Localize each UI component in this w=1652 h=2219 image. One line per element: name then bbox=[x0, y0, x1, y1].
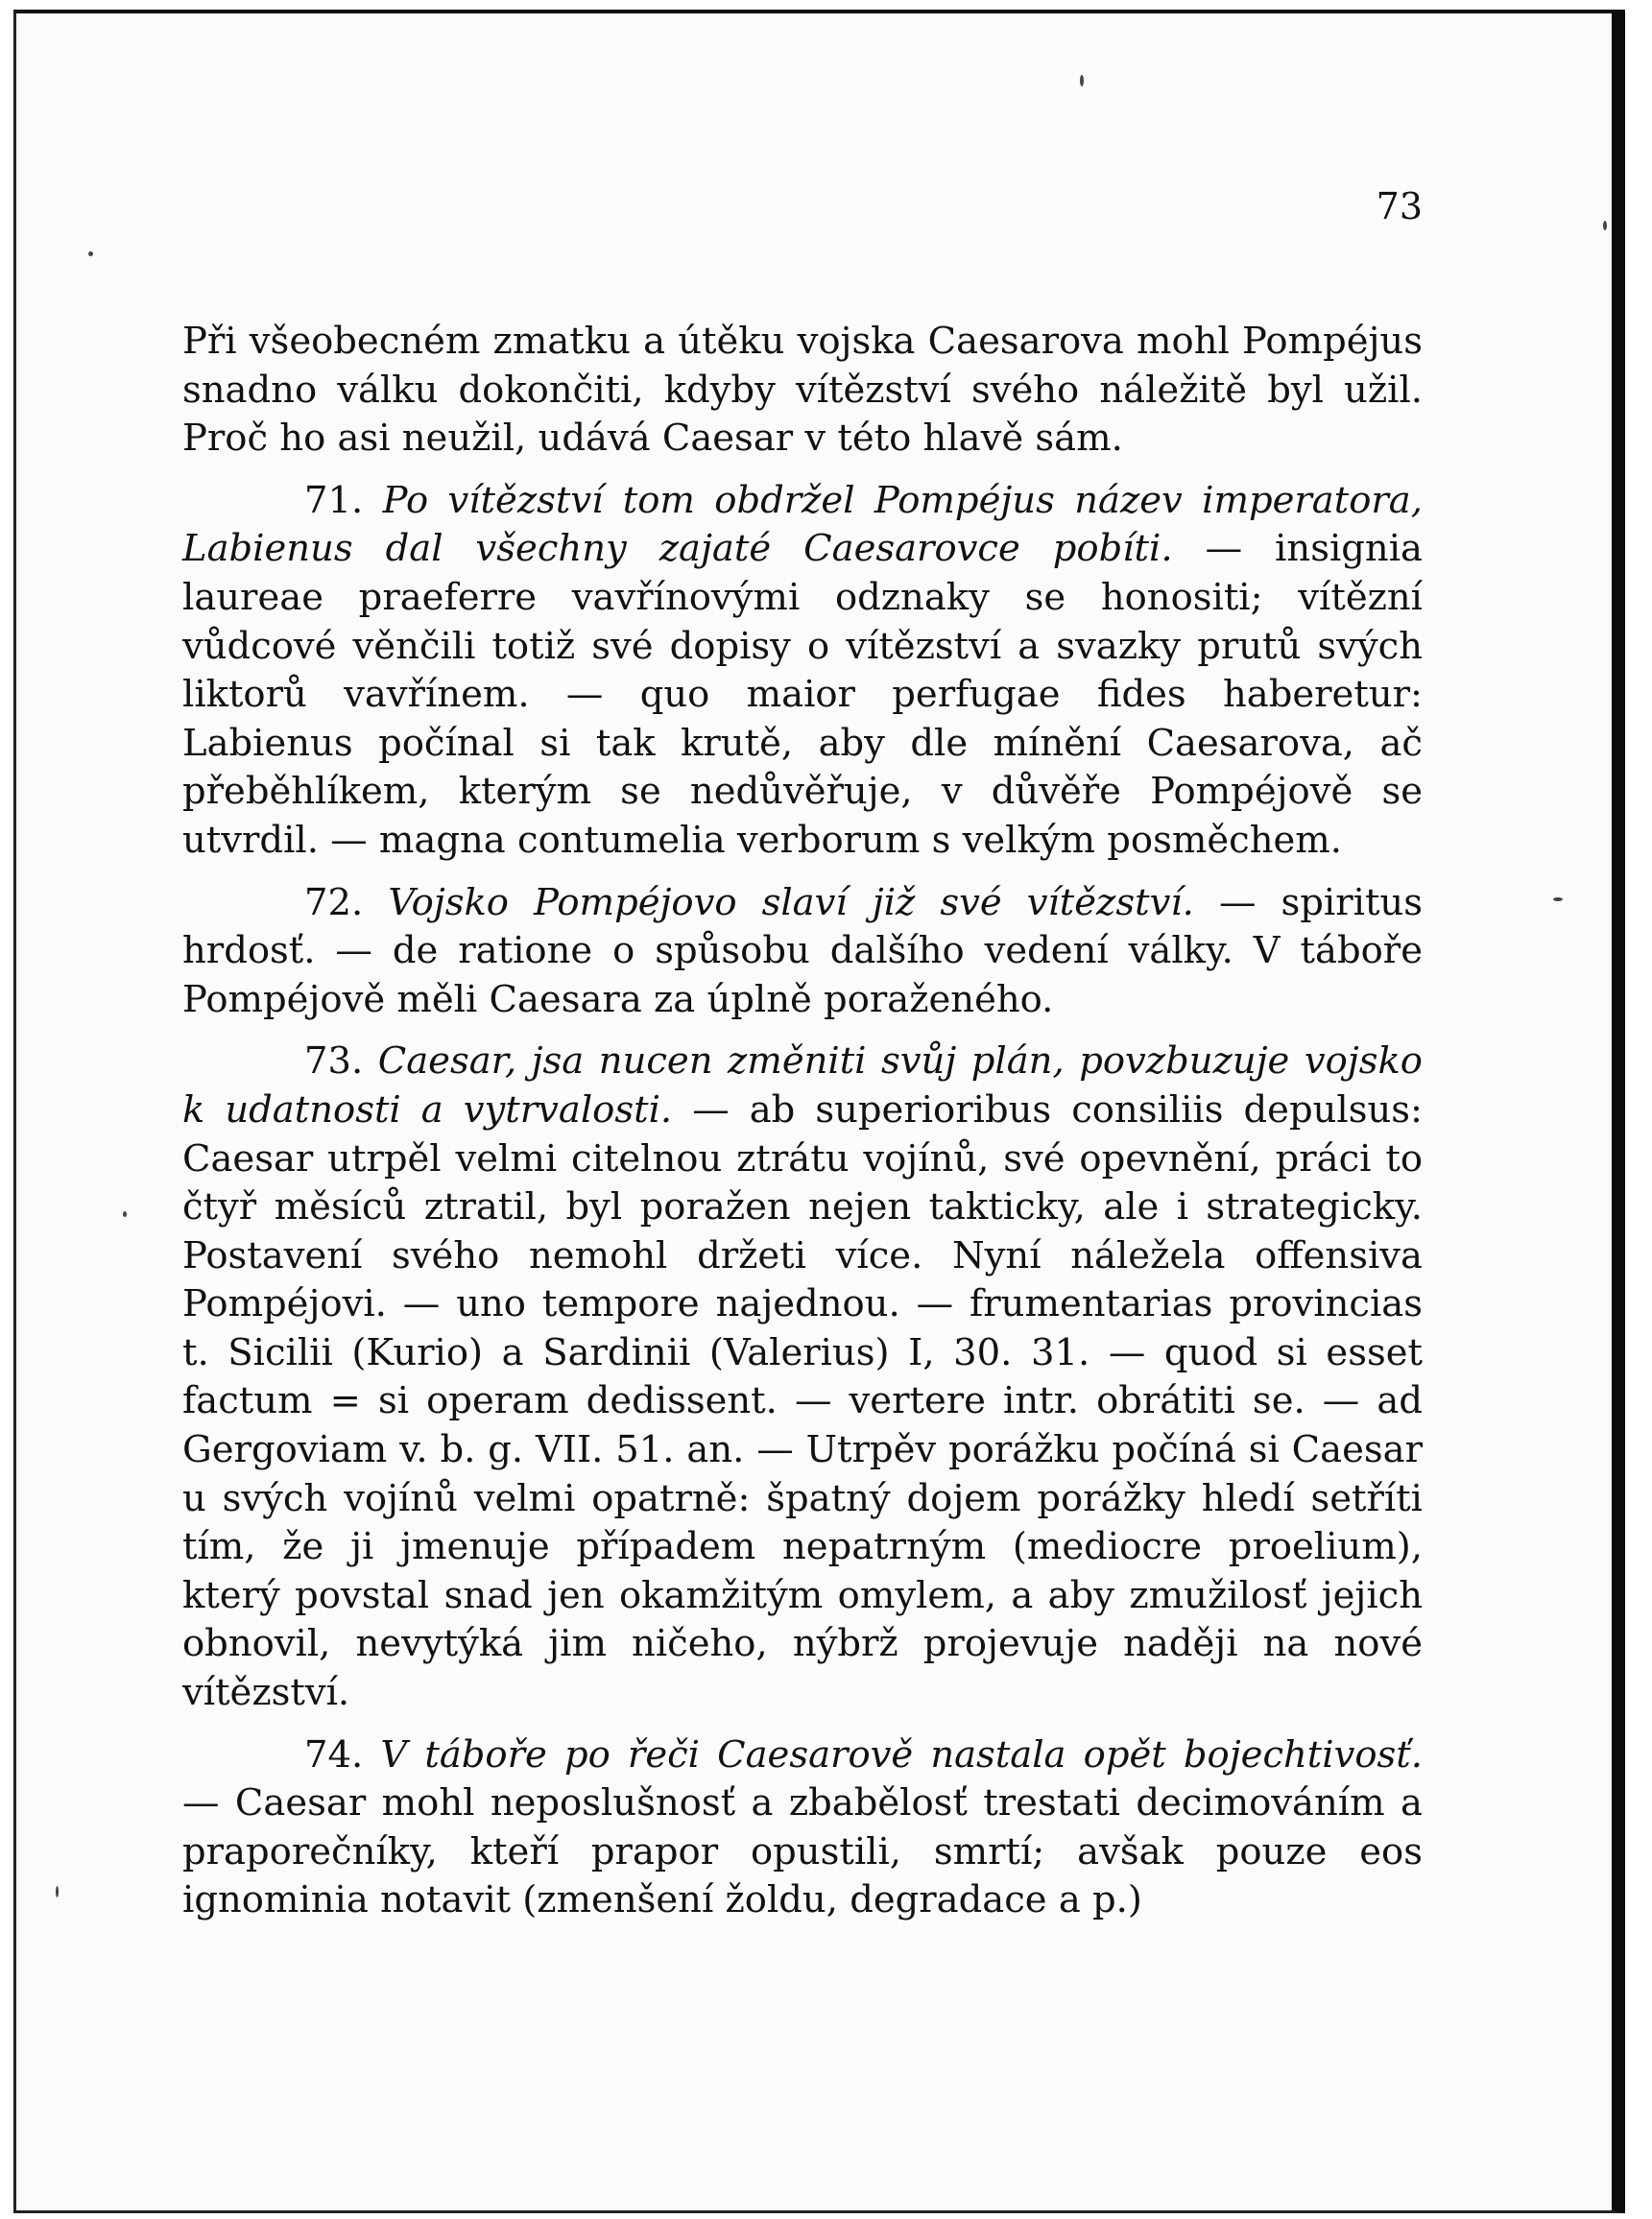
section-number: 71. bbox=[304, 478, 364, 522]
book-page bbox=[182, 182, 1423, 1939]
section-summary: Po vítězství tom obdržel Pompéjus název imperatora, Labienus dal všechny zajaté Caesarovce pobíti. bbox=[182, 478, 1423, 571]
section-commentary: — insignia laureae praeferre vavřínovými odznaky se honositi; vítězní vůdcové věnčili totiž své dopisy o vítězství a svazky prutů svých liktorů vavřínem. — quo maior perfugae fides haberetur: Labienus počínal si tak krutě, aby dle mínění Caesarova, ač přeběhlíkem, kterým se nedůvěřuje, v důvěře Pompéjově se utvrdil. — magna contumelia verborum s velkým posměchem. bbox=[182, 527, 1423, 862]
section-commentary: — Caesar mohl neposlušnosť a zbabělosť trestati decimováním a praporečníky, kteří prapor opustili, smrtí; avšak pouze eos ignominia notavit (zmenšení žoldu, degradace a p.) bbox=[182, 1781, 1423, 1922]
scan-speck bbox=[1603, 221, 1607, 230]
section-commentary: — ab superioribus consiliis depulsus: Caesar utrpěl velmi citelnou ztrátu vojínů, své opevnění, práci to čtyř měsíců ztratil, byl poražen nejen takticky, ale i strategicky. Postavení svého nemohl držeti více. Nyní náležela offensiva Pompéjovi. — uno tempore najednou. — frumentarias provincias t. Sicilii (Kurio) a Sardinii (Valerius) I, 30. 31. — quod si esset factum = si operam dedissent. — vertere intr. obrátiti se. — ad Gergoviam v. b. g. VII. 51. an. — Utrpěv porážku počíná si Caesar u svých vojínů velmi opatrně: špatný dojem porážky hledí setříti tím, že ji jmenuje případem nepatrným (mediocre proelium), který povstal snad jen okamžitým omylem, a aby zmužilosť jejich obnovil, nevytýká jim ničeho, nýbrž projevuje naději na nové vítězství. bbox=[182, 1087, 1423, 1715]
scan-speck bbox=[1080, 75, 1084, 86]
scan-speck bbox=[88, 251, 93, 256]
section-summary: V táboře po řeči Caesarově nastala opět bojechtivosť. bbox=[380, 1732, 1423, 1777]
scan-speck bbox=[123, 1211, 127, 1217]
scan-speck bbox=[1553, 897, 1563, 901]
section-summary: Vojsko Pompéjovo slaví již své vítězství. bbox=[388, 880, 1194, 924]
section-71 bbox=[182, 477, 1423, 866]
section-73 bbox=[182, 1038, 1423, 1717]
section-number: 73. bbox=[304, 1039, 364, 1084]
section-commentary: — spiritus hrdosť. — de ratione o spůsobu dalšího vedení války. V táboře Pompéjově měli Caesara za úplně poraženého. bbox=[182, 880, 1423, 1021]
section-72 bbox=[182, 879, 1423, 1025]
section-number: 72. bbox=[304, 880, 364, 924]
section-summary: Caesar, jsa nucen změniti svůj plán, povzbuzuje vojsko k udatnosti a vytrvalosti. bbox=[182, 1039, 1423, 1132]
scan-speck bbox=[56, 1886, 59, 1897]
intro-paragraph: Při všeobecném zmatku a útěku vojska Caesarova mohl Pompéjus snadno válku dokončiti, kdyby vítězství svého náležitě byl užil. Proč ho asi neužil, udává Caesar v této hlavě sám. bbox=[182, 320, 1423, 461]
section-74 bbox=[182, 1731, 1423, 1925]
section-number: 74. bbox=[304, 1732, 364, 1777]
page-number: 73 bbox=[1376, 185, 1423, 227]
